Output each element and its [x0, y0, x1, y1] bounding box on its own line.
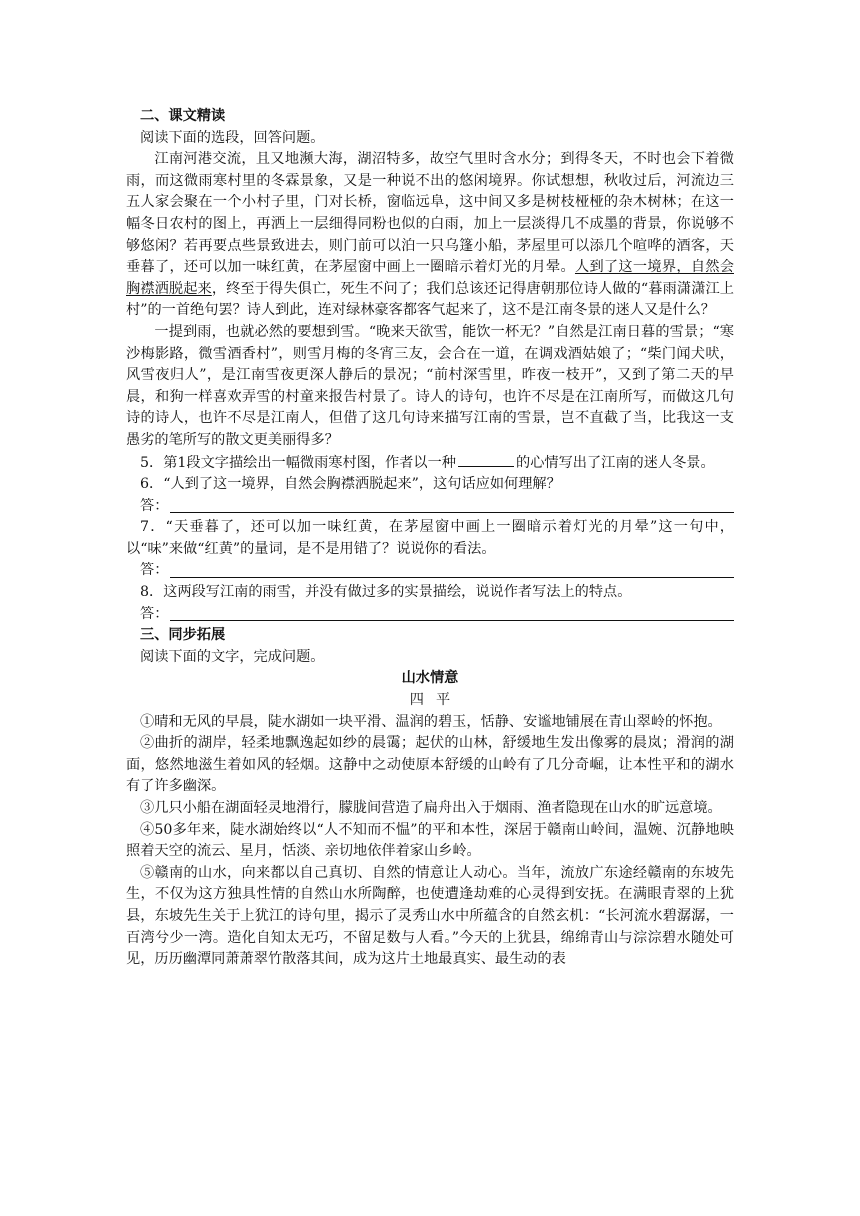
answer-label: 答：	[140, 562, 169, 579]
section-instruction: 阅读下面的文字，完成问题。	[140, 648, 325, 665]
question-text: 5．第1段文字描绘出一幅微雨寒村图，作者以一种	[140, 454, 456, 471]
answer-line[interactable]	[170, 498, 734, 513]
document-page	[126, 106, 734, 971]
question-7: 7．“天垂暮了，还可以加一味红黄，在茅屋窗中画上一圈暗示着灯光的月晕”这一句中，以“味”来做“红黄”的量词，是不是用错了？说说你的看法。	[126, 519, 734, 557]
article-title: 山水情意	[401, 670, 459, 687]
section-instruction: 阅读下面的选段，回答问题。	[140, 129, 325, 146]
passage-paragraph-1	[126, 149, 734, 322]
question-8: 8．这两段写江南的雨雪，并没有做过多的实景描绘，说说作者写法上的特点。	[140, 584, 632, 601]
answer-line[interactable]	[170, 606, 734, 621]
answer-row-7	[126, 560, 734, 582]
answer-line[interactable]	[170, 563, 734, 578]
answer-row-6	[126, 496, 734, 518]
fill-blank[interactable]	[458, 452, 514, 467]
answer-row-8	[126, 604, 734, 626]
passage-text: 江南河港交流，且又地濒大海，湖沼特多，故空气里时含水分；到得冬天，不时也会下着微雨，而这微雨寒村里的冬霖景象，又是一种说不出的悠闲境界。你试想想，秋收过后，河流边三五人家会聚在一个小村子里，门对长桥，窗临远阜，这中间又多是树枝桠桠的杂木树林；在这一幅冬日农村的图上，再洒上一层细得同粉也似的白雨，加上一层淡得几不成墨的背景，你说够不够悠闲？若再要点些景致进去，则门前可以泊一只乌篷小船，茅屋里可以添几个喧哗的酒客，天垂暮了，还可以加一味红黄，在茅屋窗中画上一圈暗示着灯光的月晕。	[126, 151, 734, 276]
article-author: 四平	[409, 692, 463, 709]
section-heading-reading: 二、课文精读	[140, 108, 226, 124]
question-6: 6．“人到了这一境界，自然会胸襟洒脱起来”，这句话应如何理解？	[140, 476, 561, 493]
answer-label: 答：	[140, 497, 169, 514]
article-paragraph-4: ④50多年来，陡水湖始终以“人不知而不愠”的平和本性，深居于赣南山岭间，温婉、沉静地映照着天空的流云、星月，恬淡、亲切地依伴着家山乡岭。	[126, 821, 734, 860]
article-paragraph-3: ③几只小船在湖面轻灵地滑行，朦胧间营造了扁舟出入于烟雨、渔者隐现在山水的旷远意境。	[140, 800, 722, 816]
passage-text: ，终至于得失俱亡，死生不问了；我们总该还记得唐朝那位诗人做的“暮雨潇潇江上村”的一首绝句罢？诗人到此，连对绿林豪客都客气起来了，这不是江南冬景的迷人又是什么？	[126, 280, 734, 319]
passage-paragraph-2: 一提到雨，也就必然的要想到雪。“晚来天欲雪，能饮一杯无？”自然是江南日暮的雪景；“寒沙梅影路，微雪酒香村”，则雪月梅的冬宵三友，会合在一道，在调戏酒姑娘了；“柴门闻犬吠，风雪夜归人”，是江南雪夜更深人静后的景况；“前村深雪里，昨夜一枝开”，又到了第二天的早晨，和狗一样喜欢弄雪的村童来报告村景了。诗人的诗句，也许不尽是在江南所写，而做这几句诗的诗人，也许不尽是江南人，但借了这几句诗来描写江南的雪景，岂不直截了当，比我这一支愚劣的笔所写的散文更美丽得多？	[126, 323, 734, 448]
article-paragraph-1: ①晴和无风的早晨，陡水湖如一块平滑、温润的碧玉，恬静、安谧地铺展在青山翠岭的怀抱。	[140, 713, 722, 730]
answer-label: 答：	[140, 605, 169, 622]
question-text: 的心情写出了江南的迷人冬景。	[516, 454, 715, 471]
article-paragraph-5: ⑤赣南的山水，向来都以自己真切、自然的情意让人动心。当年，流放广东途经赣南的东坡先生，不仅为这方独具性情的自然山水所陶醉，也使遭逢劫难的心灵得到安抚。在满眼青翠的上犹县，东坡先生关于上犹江的诗句里，揭示了灵秀山水中所蕴含的自然玄机：“长河流水碧潺潺，一百湾兮少一湾。造化自知太无巧，不留足数与人看。”今天的上犹县，绵绵青山与淙淙碧水随处可见，历历幽潭同萧萧翠竹散落其间，成为这片土地最真实、最生动的表	[126, 864, 734, 968]
article-paragraph-2: ②曲折的湖岸，轻柔地飘逸起如纱的晨霭；起伏的山林，舒缓地生发出像雾的晨岚；滑润的湖面，悠然地滋生着如风的轻烟。这静中之动使原本舒缓的山岭有了几分奇崛，让本性平和的湖水有了许多幽深。	[126, 735, 734, 795]
underlined-sentence: 人到了这一境界，自然会胸襟洒脱起来	[126, 259, 734, 297]
question-5	[126, 452, 734, 475]
section-heading-extension: 三、同步拓展	[140, 627, 226, 644]
